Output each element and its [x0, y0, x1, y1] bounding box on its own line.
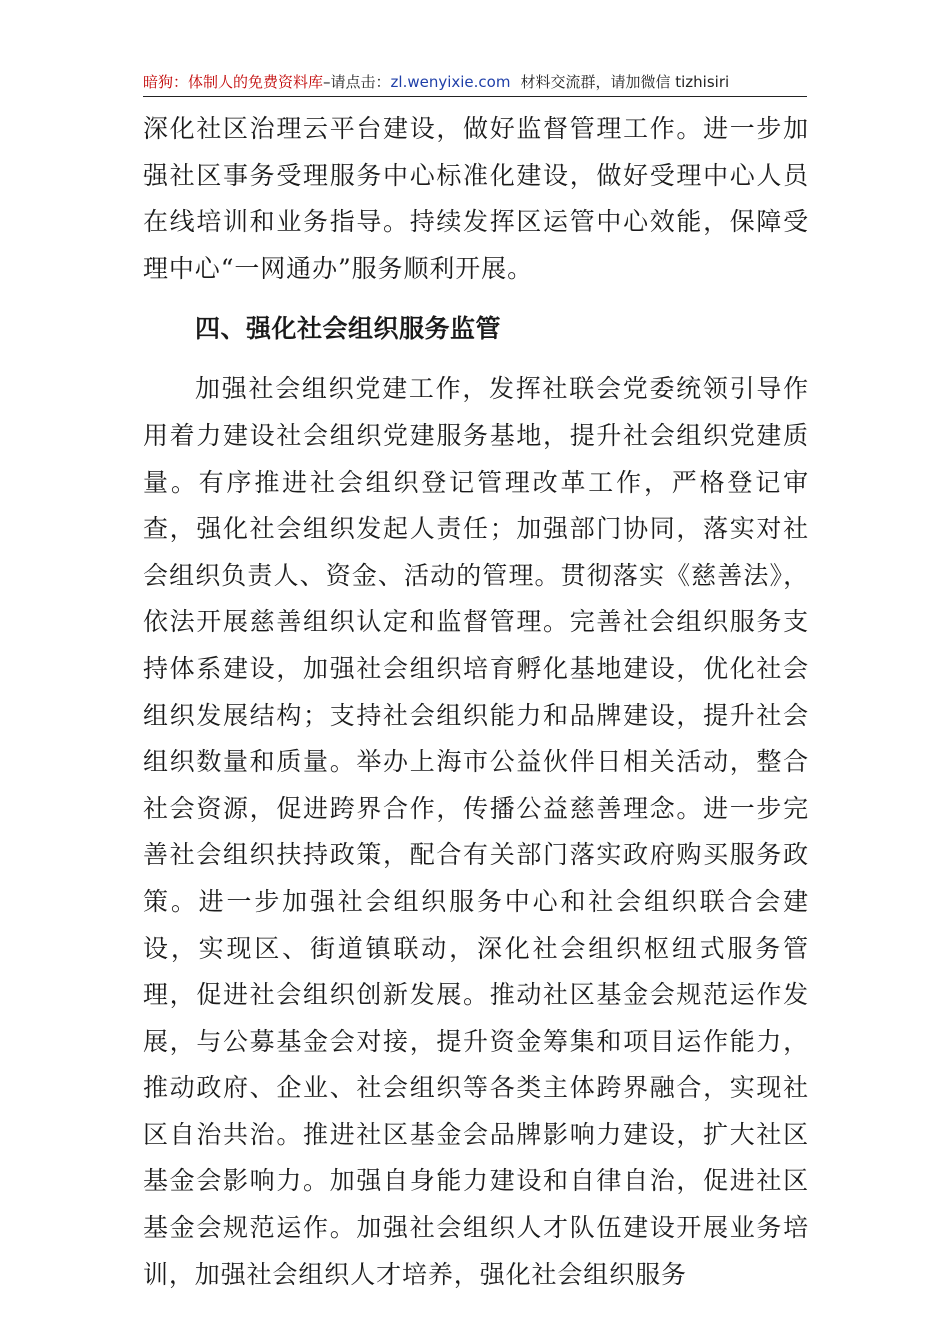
header-link[interactable]: zl.wenyixie.com — [390, 73, 511, 91]
document-body — [143, 106, 809, 1298]
page-header — [143, 70, 807, 97]
header-separator: –请点击： — [323, 73, 391, 91]
section-heading: 四、强化社会组织服务监管 — [195, 314, 502, 344]
paragraph-1: 深化社区治理云平台建设，做好监督管理工作。进一步加强社区事务受理服务中心标准化建设，做好受理中心人员在线培训和业务指导。持续发挥区运管中心效能，保障受理中心“一网通办”服务顺利开展。 — [143, 114, 809, 283]
header-brand: 暗狗：体制人的免费资料库 — [143, 73, 324, 91]
header-group-note: 材料交流群，请加微信 tizhisiri — [520, 73, 730, 91]
paragraph-2: 加强社会组织党建工作，发挥社联会党委统领引导作用着力建设社会组织党建服务基地，提升社会组织党建质量。有序推进社会组织登记管理改革工作，严格登记审查，强化社会组织发起人责任；加强部门协同，落实对社会组织负责人、资金、活动的管理。贯彻落实《慈善法》，依法开展慈善组织认定和监督管理。完善社会组织服务支持体系建设，加强社会组织培育孵化基地建设，优化社会组织发展结构；支持社会组织能力和品牌建设，提升社会组织数量和质量。举办上海市公益伙伴日相关活动，整合社会资源，促进跨界合作，传播公益慈善理念。进一步完善社会组织扶持政策，配合有关部门落实政府购买服务政策。进一步加强社会组织服务中心和社会组织联合会建设，实现区、街道镇联动，深化社会组织枢纽式服务管理，促进社会组织创新发展。推动社区基金会规范运作发展，与公募基金会对接，提升资金筹集和项目运作能力，推动政府、企业、社会组织等各类主体跨界融合，实现社区自治共治。推进社区基金会品牌影响力建设，扩大社区基金会影响力。加强自身能力建设和自律自治，促进社区基金会规范运作。加强社会组织人才队伍建设开展业务培训，加强社会组织人才培养，强化社会组织服务 — [143, 374, 809, 1289]
